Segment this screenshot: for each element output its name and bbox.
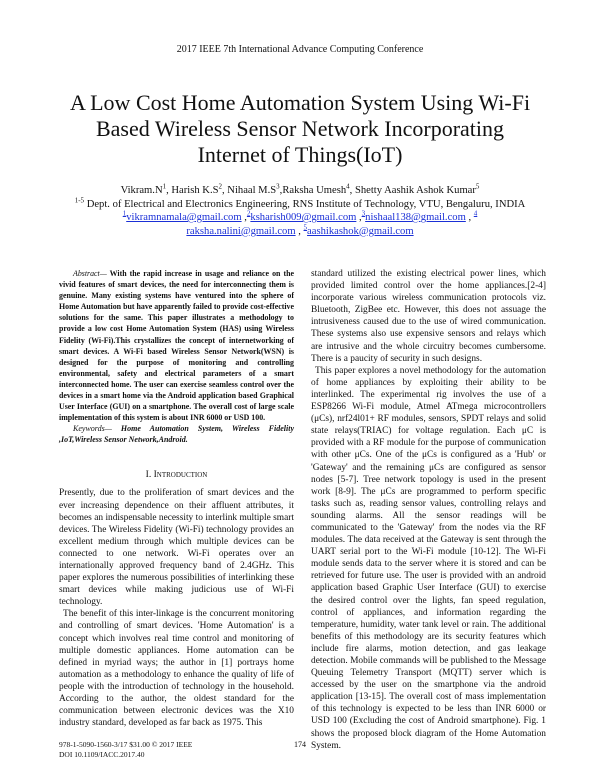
email-line: raksha.nalini@gmail.com , $^5$aashikashok@gmail.com: [186, 222, 414, 237]
body-paragraph: Presently, due to the proliferation of smart devices and the ever increasing dependence on their affluent attributes, it becomes an indispensable necessity to interlink multiple smart devices. The Wireless Fidelity (Wi-Fi) technology provides an excellent medium through which multiple devices can be connected to one network. Wi-Fi operates over an internationally approved frequency band of 2.4GHz. This paper explores the numerous possibilities of interlinking these smart devices while making judicious use of Wi-Fi technology.: [59, 488, 294, 608]
email-link[interactable]: raksha.nalini@gmail.com: [186, 225, 296, 237]
right-column: [311, 268, 546, 752]
author-names: $Vikram.N^1$, Harish $K.S^2$, Nihaal $M.S^3,Raksha$ Umesh$^4$, Shetty Aashik Ashok Kumar$^5$: [120, 182, 480, 196]
title-line: Internet of Things(IoT): [197, 142, 403, 167]
abstract: Abstract— With the rapid increase in usage and reliance on the vivid features of smart devices, the need for interconnecting them is genuine. Many existing systems have ventured into the sphere of Home Automation but have apparently failed to provide cost-effective solutions for the same. This paper illustrates a methodology to provide a low cost Home Automation System (HAS) using Wireless Fidelity (Wi-Fi).This crystallizes the concept of internetworking of smart devices. A Wi-Fi based Wireless Sensor Network(WSN) is designed for the purpose of monitoring and controlling environmental, safety and electrical parameters of a smart interconnected home. The user can exercise seamless control over the devices in a smart home via the Android application based Graphical User Interface (GUI) on a smartphone. The overall cost of large scale implementation of this system is about INR 6000 or USD 100.: [59, 269, 294, 423]
title-line: Based Wireless Sensor Network Incorporating: [95, 116, 505, 141]
author-name: Harish K.S: [171, 185, 219, 196]
doi-line: DOI 10.1109/IACC.2017.40: [59, 750, 145, 759]
email-link[interactable]: ksharish009@gmail.com: [250, 212, 357, 223]
conference-header: 2017 IEEE 7th International Advance Computing Conference: [176, 44, 424, 55]
left-column: [59, 268, 294, 729]
email-link[interactable]: aashikashok@gmail.com: [307, 225, 414, 237]
affiliation: $^{1-5}$ Dept. of Electrical and Electronics Engineering, RNS Institute of Technology, VTU, Bengaluru, INDIA: [74, 195, 526, 210]
paper-title: [40, 90, 560, 168]
author-name: Vikram.N: [120, 185, 163, 196]
author-name: Raksha Umesh: [282, 185, 347, 196]
title-line: A Low Cost Home Automation System Using Wi-Fi: [69, 90, 531, 115]
keywords: Keywords— Home Automation System, Wireless Fidelity ,IoT,Wireless Sensor Network,Android.: [59, 424, 295, 445]
email-link[interactable]: nishaal138@gmail.com: [365, 212, 466, 223]
author-block: [40, 184, 560, 238]
author-name: Shetty Aashik Ashok Kumar: [354, 185, 476, 196]
email-line: $^1$vikramnamala@gmail.com ,$^2$ksharish009@gmail.com ,$^3$nishaal138@gmail.com , $^4$: [122, 209, 478, 223]
body-paragraph: This paper explores a novel methodology for the automation of home appliances by exploiting their ability to be interlinked. The experimental rig involves the use of a ESP8266 Wi-Fi module, Atmel ATmega microcontrollers (μCs), nrf24l01+ RF modules, sensors, SPDT relays and solid state relays(TRIAC) for voltage regulation. Each μC is provided with a RF module for the purpose of communication with other μCs. One of the μCs is configured as a 'Hub' or 'Gateway' and the remaining μCs are configured as sensor nodes [5-7]. Tree network topology is used in the present work [8-9]. The μCs are programmed to perform specific tasks such as, reading sensor values, controlling relays and sounding alarms. All the sensor readings will be communicated to the 'Gateway' from the nodes via the RF modules. The data received at the Gateway is sent through the UART serial port to the Wi-Fi module [10-12]. The Wi-Fi module sends data to the server where it is stored and can be retrieved for future use. The user is provided with an android application based Graphic User Interface (GUI) to exercise the desired control over the lights, fan speed regulation, control of appliances, and information regarding the temperature, humidity, water tank level or rain. The additional benefits of this methodology are its security features which include fire alarms, motion detection, and gas leakage detection. Mobile commands will be published to the Message Queuing Telemetry Transport (MQTT) server which is accessed by the user on the smartphone via the android application [13-15]. The overall cost of mass implementation of this technology is expected to be less than INR 6000 or USD 100 (Excluding the cost of Android smartphone). Fig. 1 shows the proposed block diagram of the Home Automation System.: [311, 365, 546, 751]
isbn-line: 978-1-5090-1560-3/17 $31.00 © 2017 IEEE: [59, 740, 193, 749]
section-heading: I. Introduction: [145, 469, 208, 481]
body-paragraph: The benefit of this inter-linkage is the concurrent monitoring and controlling of smart devices. 'Home Automation' is a concept which involves real time control and monitoring of multiple domestic appliances. Home automation can be defined in myriad ways; the author in [1] portrays home automation as a methodology to enhance the quality of life of people with the introduction of technology in the household. According to the author, the oldest standard for the communication between electronic devices was the X10 industry standard, developed as far back as 1975. This: [59, 609, 294, 729]
page-number: 174: [294, 740, 306, 749]
body-paragraph: standard utilized the existing electrical power lines, which provided limited control over the home appliances.[2-4] incorporate various wireless communication protocols viz. Bluetooth, ZigBee etc. However, this does not assuage the intrusiveness caused due to the use of wired communication. These systems also use expensive sensors and relays which are intrusive and the whole circuitry becomes cumbersome. There is a paucity of security in such designs.: [311, 269, 546, 364]
email-link[interactable]: vikramnamala@gmail.com: [126, 212, 242, 223]
author-name: Nihaal M.S: [227, 185, 277, 196]
